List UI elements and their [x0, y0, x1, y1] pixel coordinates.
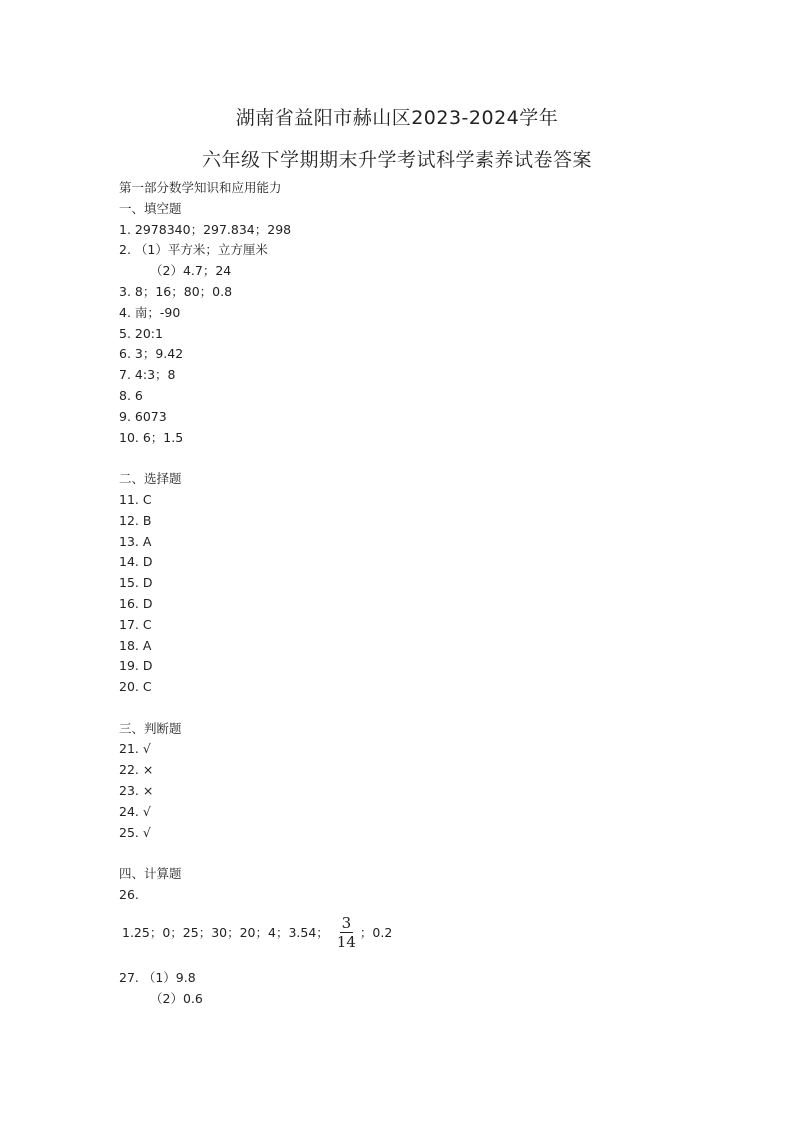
q26-values: 1.25；0；25；30；20；4；3.54；	[122, 924, 329, 940]
fraction-denominator: 14	[336, 933, 356, 951]
answer-line: 8. 6	[119, 388, 143, 403]
answer-line: 9. 6073	[119, 409, 167, 424]
section-heading-multiple-choice: 二、选择题	[119, 471, 182, 486]
answer-line: 11. C	[119, 492, 152, 507]
answer-line: 18. A	[119, 638, 152, 653]
answer-line: 2. （1）平方米；立方厘米	[119, 242, 268, 257]
answer-line: 14. D	[119, 554, 153, 569]
answer-line: 20. C	[119, 679, 152, 694]
document-title-line-2: 六年级下学期期末升学考试科学素养试卷答案	[201, 149, 592, 171]
answer-line: 23. ×	[119, 783, 154, 798]
answer-line: （2）4.7；24	[150, 263, 232, 278]
part-heading: 第一部分数学知识和应用能力	[119, 180, 282, 195]
section-heading-calculation: 四、计算题	[119, 866, 182, 881]
answer-line: 12. B	[119, 513, 152, 528]
answer-line: （2）0.6	[150, 991, 203, 1006]
answer-line: 15. D	[119, 575, 153, 590]
answer-line: 4. 南；-90	[119, 305, 181, 320]
q26-answer-line	[122, 915, 392, 950]
answer-line: 25. √	[119, 825, 151, 840]
section-heading-true-false: 三、判断题	[119, 721, 182, 736]
fraction	[337, 915, 356, 950]
answer-line: 24. √	[119, 804, 151, 819]
answer-line: 17. C	[119, 617, 152, 632]
q26-values-tail: ；0.2	[359, 924, 393, 940]
answer-line: 26.	[119, 887, 139, 902]
answer-line: 1. 2978340；297.834；298	[119, 222, 292, 237]
answer-line: 16. D	[119, 596, 153, 611]
answer-line: 27. （1）9.8	[119, 970, 196, 985]
fraction-numerator: 3	[341, 914, 352, 932]
answer-line: 21. √	[119, 741, 151, 756]
answer-line: 7. 4:3；8	[119, 367, 176, 382]
answer-line: 3. 8；16；80；0.8	[119, 284, 233, 299]
answer-line: 6. 3；9.42	[119, 346, 184, 361]
answer-line: 19. D	[119, 658, 153, 673]
answer-line: 13. A	[119, 534, 152, 549]
answer-line: 5. 20:1	[119, 326, 163, 341]
section-heading-fill-in: 一、填空题	[119, 201, 182, 216]
answer-line: 22. ×	[119, 762, 154, 777]
document-title-line-1: 湖南省益阳市赫山区2023-2024学年	[235, 107, 559, 129]
answer-line: 10. 6；1.5	[119, 430, 184, 445]
